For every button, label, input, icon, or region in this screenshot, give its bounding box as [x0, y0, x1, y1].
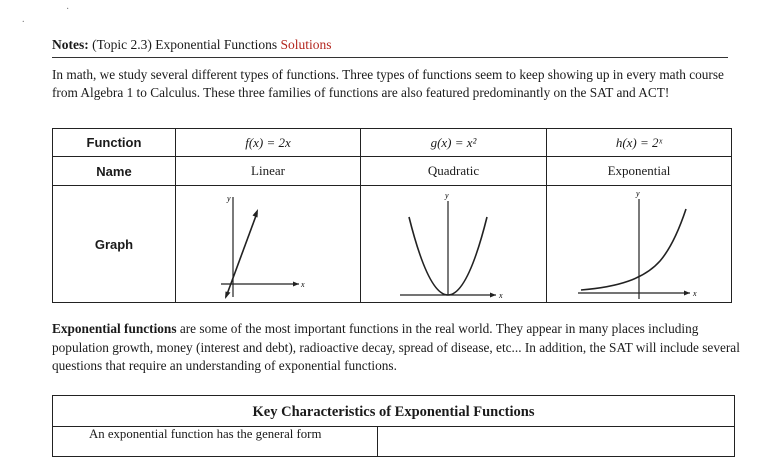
x-axis-arrow	[684, 290, 690, 295]
exponential-paragraph-text: are some of the most important functions in the real world. They appear in many places including population growth, money (interest and debt), radioactive decay, spread of disease, etc... In addition, the SAT will include several questions that require an understanding of exponential functions.	[52, 321, 740, 373]
x-axis-label: x	[300, 279, 305, 289]
exponential-bold-lead: Exponential functions	[52, 321, 177, 336]
name-linear: Linear	[176, 157, 361, 186]
row-label-name: Name	[53, 157, 176, 186]
graph-row	[53, 186, 732, 303]
formula-linear: f(x) = 2x	[176, 129, 361, 157]
topic-title: (Topic 2.3) Exponential Functions	[92, 37, 278, 52]
notes-header	[52, 37, 332, 53]
exponential-graph	[548, 187, 731, 302]
exponential-curve	[581, 209, 686, 290]
curve-arrow	[225, 291, 231, 299]
exponential-paragraph	[52, 320, 742, 376]
x-axis-arrow	[490, 292, 496, 297]
corner-mark: ·	[66, 4, 70, 15]
general-form-cell	[53, 427, 378, 457]
general-form-text: An exponential function has the general form	[89, 427, 322, 441]
formula-quadratic: g(x) = x²	[361, 129, 547, 157]
notes-label: Notes:	[52, 37, 89, 52]
name-exponential: Exponential	[547, 157, 732, 186]
y-axis-label: y	[635, 188, 640, 198]
corner-mark: .	[22, 14, 25, 25]
function-table	[52, 128, 732, 303]
key-characteristics-title: Key Characteristics of Exponential Functions	[252, 404, 535, 420]
solutions-label: Solutions	[280, 37, 332, 52]
formula-exponential: h(x) = 2ˣ	[547, 129, 732, 157]
x-axis-label: x	[692, 288, 697, 298]
graph-cell-quadratic	[361, 186, 547, 303]
key-characteristics-box	[52, 395, 735, 457]
header-rule	[52, 57, 728, 58]
row-label-function: Function	[53, 129, 176, 157]
x-axis-arrow	[293, 281, 299, 286]
intro-paragraph: In math, we study several different types of functions. Three types of functions seem to keep showing up in every math course from Algebra 1 to Calculus. These three families of functions are also featured predominantly on the SAT and ACT!	[52, 67, 724, 100]
function-row	[53, 129, 732, 157]
graph-cell-linear	[176, 186, 361, 303]
x-axis-label: x	[498, 290, 503, 300]
linear-graph	[177, 187, 360, 302]
quadratic-graph	[362, 187, 546, 302]
y-axis-label: y	[226, 193, 231, 203]
name-quadratic: Quadratic	[361, 157, 547, 186]
graph-cell-exponential	[547, 186, 732, 303]
row-label-graph: Graph	[53, 186, 176, 303]
y-axis-label: y	[444, 190, 449, 200]
name-row	[53, 157, 732, 186]
curve-arrow	[252, 209, 258, 218]
